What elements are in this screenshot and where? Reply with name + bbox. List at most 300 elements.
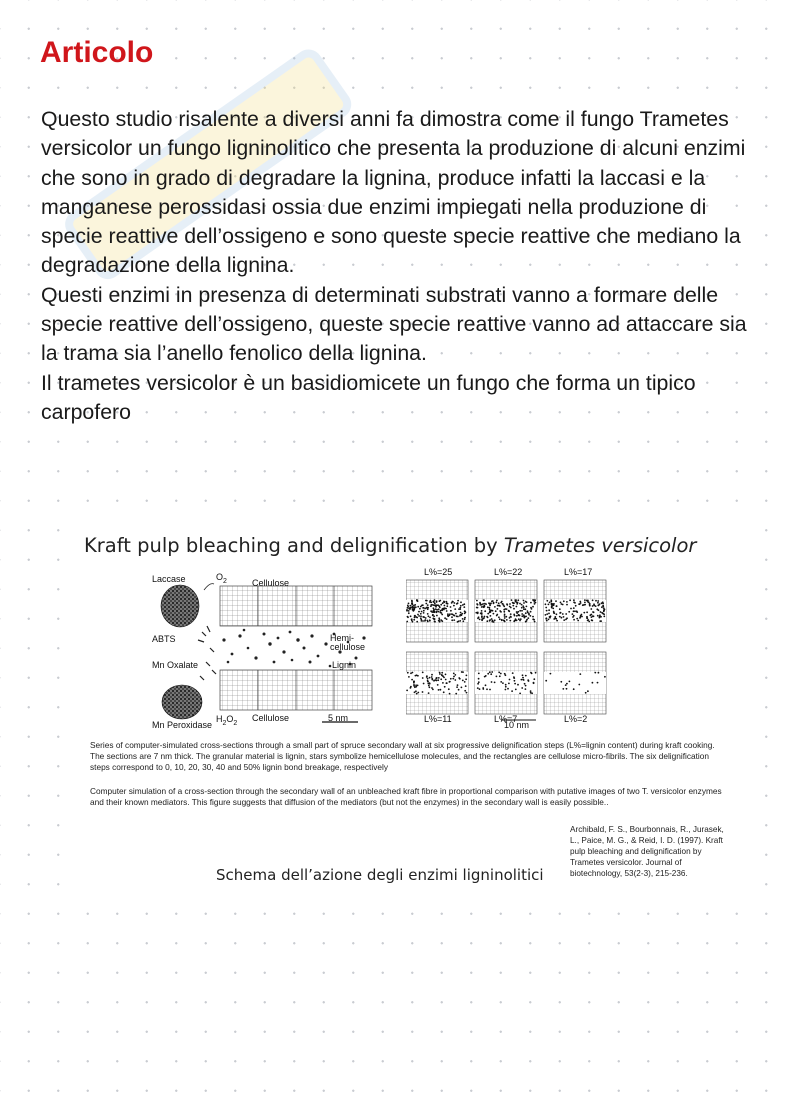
step-panel-3 xyxy=(544,580,606,642)
lignin-particle xyxy=(481,619,483,621)
lignin-particle xyxy=(442,602,444,604)
lignin-particle xyxy=(514,683,516,685)
lignin-particle xyxy=(486,620,488,622)
lignin-particle xyxy=(406,621,408,623)
lignin-particle xyxy=(586,611,588,613)
lignin-particle xyxy=(602,605,604,607)
lignin-particle xyxy=(505,684,507,686)
lignin-particle xyxy=(453,619,455,621)
lignin-particle xyxy=(431,674,433,676)
lignin-particle xyxy=(441,672,443,674)
lignin-particle xyxy=(509,679,511,681)
lignin-particle xyxy=(563,616,565,618)
lignin-particle xyxy=(457,600,459,602)
lignin-particle xyxy=(498,616,500,618)
lignin-particle xyxy=(481,613,483,615)
lignin-particle xyxy=(510,616,512,618)
lignin-particle xyxy=(500,611,502,613)
label-cellulose-top: Cellulose xyxy=(252,578,290,588)
lignin-particle xyxy=(562,613,564,615)
lignin-particle xyxy=(494,682,496,684)
paragraph-3: Il trametes versicolor è un basidiomicete un fungo che forma un tipico carpofero xyxy=(41,370,696,424)
lignin-particle xyxy=(437,604,439,606)
lignin-particle xyxy=(436,609,438,611)
lignin-particle xyxy=(513,676,515,678)
lignin-particle xyxy=(503,620,505,622)
lignin-particle xyxy=(453,673,455,675)
lignin-particle xyxy=(426,607,428,609)
lignin-particle xyxy=(420,617,422,619)
lignin-particle xyxy=(438,689,440,691)
step-label-6: L%=2 xyxy=(564,714,588,724)
lignin-particle xyxy=(555,600,557,602)
lignin-particle xyxy=(601,606,603,608)
lignin-particle xyxy=(548,619,550,621)
lignin-particle xyxy=(408,610,410,612)
lignin-particle xyxy=(422,677,424,679)
paragraph-2: Questi enzimi in presenza di determinati substrati vanno a formare delle specie reattive dell’ossigeno, queste specie reattive vanno ad attaccare sia la trama sia l’anello fenolico della lignina. xyxy=(41,282,747,366)
lignin-particle xyxy=(512,602,514,604)
lignin-particle xyxy=(460,601,462,603)
lignin-particle xyxy=(454,602,456,604)
lignin-particle xyxy=(456,686,458,688)
lignin-particle xyxy=(530,602,532,604)
lignin-particle xyxy=(572,613,574,615)
lignin-particle xyxy=(462,618,464,620)
lignin-particle xyxy=(477,687,479,689)
lignin-particle xyxy=(436,611,438,613)
lignin-particle xyxy=(496,600,498,602)
lignin-particle xyxy=(454,608,456,610)
lignin-particle xyxy=(530,672,532,674)
lignin-particle xyxy=(450,610,452,612)
lignin-particle xyxy=(416,617,418,619)
lignin-particle xyxy=(443,601,445,603)
lignin-particle xyxy=(410,672,412,674)
lignin-particle xyxy=(545,680,547,682)
lignin-particle xyxy=(522,674,524,676)
lignin-particle xyxy=(524,616,526,618)
lignin-particle xyxy=(550,673,552,675)
lignin-particle xyxy=(570,608,572,610)
lignin-particle xyxy=(573,688,575,690)
lignin-particle xyxy=(577,620,579,622)
lignin-particle xyxy=(410,605,412,607)
lignin-particle xyxy=(434,618,436,620)
lignin-particle xyxy=(521,607,523,609)
step-label-5: L%=7 xyxy=(494,714,518,724)
lignin-particle xyxy=(524,683,526,685)
lignin-particle xyxy=(496,614,498,616)
lignin-particle xyxy=(555,618,557,620)
lignin-particle xyxy=(517,599,519,601)
lignin-particle xyxy=(458,608,460,610)
lignin-particle xyxy=(421,611,423,613)
lignin-particle xyxy=(479,602,481,604)
lignin-particle xyxy=(521,604,523,606)
lignin-particle xyxy=(442,675,444,677)
lignin-particle xyxy=(597,605,599,607)
lignin-particle xyxy=(519,610,521,612)
lignin-particle xyxy=(407,616,409,618)
lignin-particle xyxy=(478,681,480,683)
schema-caption: Schema dell’azione degli enzimi ligninolitici xyxy=(216,866,544,884)
lignin-particle xyxy=(434,621,436,623)
step-label-2: L%=22 xyxy=(494,567,523,577)
lignin-particle xyxy=(504,673,506,675)
step-panel-1 xyxy=(406,580,468,642)
article-body xyxy=(41,105,761,427)
lignin-particle xyxy=(408,603,410,605)
lignin-particle xyxy=(447,603,449,605)
lignin-particle xyxy=(532,616,534,618)
lignin-particle xyxy=(530,692,532,694)
lignin-particle xyxy=(507,688,509,690)
lignin-particle xyxy=(441,609,443,611)
lignin-particle xyxy=(489,619,491,621)
lignin-particle xyxy=(573,599,575,601)
lignin-particle xyxy=(515,601,517,603)
lignin-particle xyxy=(445,674,447,676)
label-hemicellulose: Hemi- cellulose xyxy=(330,633,366,652)
lignin-particle xyxy=(482,688,484,690)
lignin-particle xyxy=(501,619,503,621)
lignin-particle xyxy=(490,673,492,675)
lignin-particle xyxy=(522,677,524,679)
lignin-particle xyxy=(430,610,432,612)
lignin-particle xyxy=(493,603,495,605)
lignin-particle xyxy=(573,615,575,617)
lignin-particle xyxy=(431,676,433,678)
lignin-particle xyxy=(489,671,491,673)
lignin-particle xyxy=(462,604,464,606)
lignin-particle xyxy=(417,614,419,616)
lignin-particle xyxy=(592,682,594,684)
lignin-particle xyxy=(565,684,567,686)
lignin-particle xyxy=(443,609,445,611)
label-h2o2: $H_2O_2$ xyxy=(216,714,238,727)
lignin-particle xyxy=(504,614,506,616)
label-lignin: Lignin xyxy=(332,660,357,670)
lignin-particle xyxy=(505,686,507,688)
lignin-particle xyxy=(440,678,442,680)
lignin-particle xyxy=(461,687,463,689)
lignin-particle xyxy=(566,604,568,606)
lignin-particle xyxy=(575,605,577,607)
lignin-particle xyxy=(548,609,550,611)
lignin-particle xyxy=(576,610,578,612)
lignin-particle xyxy=(597,682,599,684)
lignin-particle xyxy=(418,611,420,613)
lignin-particle xyxy=(546,610,548,612)
step-label-4: L%=11 xyxy=(424,714,452,724)
lignin-particle xyxy=(510,613,512,615)
lignin-particle xyxy=(483,599,485,601)
lignin-particle xyxy=(519,620,521,622)
lignin-particle xyxy=(517,602,519,604)
lignin-particle xyxy=(515,689,517,691)
lignin-particle xyxy=(590,614,592,616)
lignin-particle xyxy=(563,619,565,621)
lignin-particle xyxy=(410,687,412,689)
step-label-1: L%=25 xyxy=(424,567,453,577)
lignin-particle xyxy=(422,672,424,674)
lignin-particle xyxy=(576,618,578,620)
lignin-particle xyxy=(425,603,427,605)
lignin-particle xyxy=(514,620,516,622)
lignin-particle xyxy=(602,603,604,605)
lignin-particle xyxy=(504,615,506,617)
lignin-particle xyxy=(438,677,440,679)
lignin-particle xyxy=(421,620,423,622)
lignin-particle xyxy=(489,605,491,607)
lignin-particle xyxy=(479,688,481,690)
lignin-particle xyxy=(563,600,565,602)
lignin-particle xyxy=(521,613,523,615)
page-heading: Articolo xyxy=(40,36,154,69)
lignin-particle xyxy=(439,672,441,674)
lignin-particle xyxy=(511,599,513,601)
lignin-particle xyxy=(406,609,408,611)
lignin-particle xyxy=(509,620,511,622)
lignin-particle xyxy=(519,603,521,605)
lignin-particle xyxy=(433,601,435,603)
lignin-particle xyxy=(444,617,446,619)
lignin-particle xyxy=(591,619,593,621)
lignin-particle xyxy=(414,615,416,617)
lignin-particle xyxy=(423,683,425,685)
lignin-particle xyxy=(489,609,491,611)
lignin-particle xyxy=(569,681,571,683)
lignin-particle xyxy=(421,605,423,607)
lignin-particle xyxy=(481,610,483,612)
lignin-particle xyxy=(565,613,567,615)
lignin-particle xyxy=(465,685,467,687)
lignin-particle xyxy=(560,602,562,604)
lignin-particle xyxy=(578,603,580,605)
lignin-particle xyxy=(512,605,514,607)
lignin-particle xyxy=(429,677,431,679)
lignin-particle xyxy=(556,605,558,607)
lignin-particle xyxy=(410,615,412,617)
lignin-particle xyxy=(492,621,494,623)
lignin-particle xyxy=(492,610,494,612)
lignin-particle xyxy=(495,610,497,612)
lignin-particle xyxy=(432,615,434,617)
lignin-particle xyxy=(457,684,459,686)
lignin-particle xyxy=(450,678,452,680)
lignin-particle xyxy=(530,611,532,613)
lignin-particle xyxy=(477,683,479,685)
lignin-particle xyxy=(458,689,460,691)
lignin-particle xyxy=(477,604,479,606)
lignin-particle xyxy=(423,612,425,614)
lignin-particle xyxy=(486,616,488,618)
lignin-particle xyxy=(600,620,602,622)
lignin-particle xyxy=(530,607,532,609)
lignin-particle xyxy=(429,619,431,621)
lignin-particle xyxy=(503,611,505,613)
lignin-particle xyxy=(419,608,421,610)
lignin-particle xyxy=(414,604,416,606)
lignin-particle xyxy=(501,601,503,603)
lignin-particle xyxy=(553,612,555,614)
lignin-particle xyxy=(477,617,479,619)
lignin-particle xyxy=(487,613,489,615)
lignin-particle xyxy=(505,689,507,691)
lignin-particle xyxy=(416,621,418,623)
lignin-particle xyxy=(416,693,418,695)
lignin-particle xyxy=(579,673,581,675)
lignin-particle xyxy=(418,615,420,617)
lignin-particle xyxy=(409,607,411,609)
lignin-particle xyxy=(412,621,414,623)
lignin-particle xyxy=(548,604,550,606)
lignin-particle xyxy=(446,682,448,684)
lignin-particle xyxy=(588,621,590,623)
lignin-particle xyxy=(456,603,458,605)
lignin-particle xyxy=(444,605,446,607)
lignin-particle xyxy=(581,614,583,616)
lignin-particle xyxy=(440,619,442,621)
lignin-particle xyxy=(484,610,486,612)
lignin-particle xyxy=(454,679,456,681)
lignin-particle xyxy=(516,606,518,608)
lignin-particle xyxy=(424,608,426,610)
lignin-particle xyxy=(499,675,501,677)
lignin-particle xyxy=(528,613,530,615)
lignin-particle xyxy=(429,683,431,685)
lignin-particle xyxy=(516,615,518,617)
lignin-particle xyxy=(532,618,534,620)
lignin-particle xyxy=(441,612,443,614)
lignin-particle xyxy=(408,676,410,678)
figure-panel xyxy=(60,522,740,902)
lignin-particle xyxy=(461,614,463,616)
lignin-particle xyxy=(429,686,431,688)
lignin-particle xyxy=(517,611,519,613)
lignin-particle xyxy=(523,614,525,616)
lignin-particle xyxy=(435,677,437,679)
lignin-particle xyxy=(483,605,485,607)
lignin-particle xyxy=(595,605,597,607)
lignin-particle xyxy=(439,600,441,602)
lignin-particle xyxy=(525,601,527,603)
lignin-particle xyxy=(455,693,457,695)
lignin-particle xyxy=(533,682,535,684)
lignin-particle xyxy=(562,688,564,690)
lignin-particle xyxy=(426,676,428,678)
lignin-particle xyxy=(525,688,527,690)
lignin-particle xyxy=(573,619,575,621)
lignin-particle xyxy=(598,672,600,674)
lignin-particle xyxy=(581,616,583,618)
lignin-particle xyxy=(460,612,462,614)
lignin-particle xyxy=(412,609,414,611)
lignin-particle xyxy=(428,685,430,687)
lignin-particle xyxy=(464,618,466,620)
lignin-particle xyxy=(523,602,525,604)
lignin-particle xyxy=(503,604,505,606)
step-panel-5 xyxy=(475,652,537,714)
lignin-particle xyxy=(508,610,510,612)
lignin-particle xyxy=(460,605,462,607)
lignin-particle xyxy=(603,613,605,615)
lignin-particle xyxy=(500,673,502,675)
lignin-particle xyxy=(411,602,413,604)
lignin-particle xyxy=(487,606,489,608)
lignin-particle xyxy=(437,679,439,681)
lignin-particle xyxy=(603,611,605,613)
lignin-particle xyxy=(553,603,555,605)
lignin-particle xyxy=(595,600,597,602)
lignin-particle xyxy=(489,607,491,609)
lignin-particle xyxy=(589,603,591,605)
label-mn-oxalate: Mn Oxalate xyxy=(152,660,199,670)
lignin-particle xyxy=(496,676,498,678)
lignin-particle xyxy=(450,606,452,608)
lignin-particle xyxy=(512,672,514,674)
lignin-particle xyxy=(566,601,568,603)
lignin-particle xyxy=(411,679,413,681)
lignin-particle xyxy=(445,679,447,681)
lignin-particle xyxy=(434,603,436,605)
figure-caption-2: Computer simulation of a cross-section through the secondary wall of an unbleached kraft fibre in proportional comparison with putative images of two T. versicolor enzymes and their known mediators. This figure suggests that diffusion of the mediators (but not the enzymes) in the secondary wall is easily possible.. xyxy=(90,786,722,807)
lignin-particle xyxy=(442,682,444,684)
lignin-particle xyxy=(502,682,504,684)
lignin-particle xyxy=(422,691,424,693)
lignin-particle xyxy=(532,606,534,608)
lignin-particle xyxy=(494,606,496,608)
lignin-particle xyxy=(545,603,547,605)
lignin-particle xyxy=(556,620,558,622)
lignin-particle xyxy=(446,605,448,607)
lignin-particle xyxy=(428,692,430,694)
lignin-particle xyxy=(497,605,499,607)
lignin-particle xyxy=(484,616,486,618)
lignin-particle xyxy=(592,605,594,607)
lignin-particle xyxy=(443,691,445,693)
lignin-particle xyxy=(596,608,598,610)
lignin-particle xyxy=(413,619,415,621)
label-scale-10nm: 10 nm xyxy=(504,720,530,730)
lignin-particle xyxy=(439,673,441,675)
lignin-particle xyxy=(599,614,601,616)
lignin-particle xyxy=(499,605,501,607)
lignin-particle xyxy=(504,617,506,619)
lignin-particle xyxy=(489,610,491,612)
lignin-particle xyxy=(526,619,528,621)
lignin-particle xyxy=(407,672,409,674)
lignin-particle xyxy=(436,601,438,603)
lignin-particle xyxy=(434,599,436,601)
lignin-particle xyxy=(525,616,527,618)
lignin-particle xyxy=(479,604,481,606)
lignin-particle xyxy=(527,679,529,681)
lignin-particle xyxy=(494,619,496,621)
lignin-particle xyxy=(430,605,432,607)
lignin-particle xyxy=(530,615,532,617)
lignin-particle xyxy=(481,606,483,608)
lignin-particle xyxy=(458,677,460,679)
lignin-particle xyxy=(431,687,433,689)
lignin-particle xyxy=(423,610,425,612)
lignin-particle xyxy=(594,672,596,674)
lignin-particle xyxy=(453,605,455,607)
lignin-particle xyxy=(416,599,418,601)
lignin-particle xyxy=(446,601,448,603)
lignin-particle xyxy=(491,671,493,673)
